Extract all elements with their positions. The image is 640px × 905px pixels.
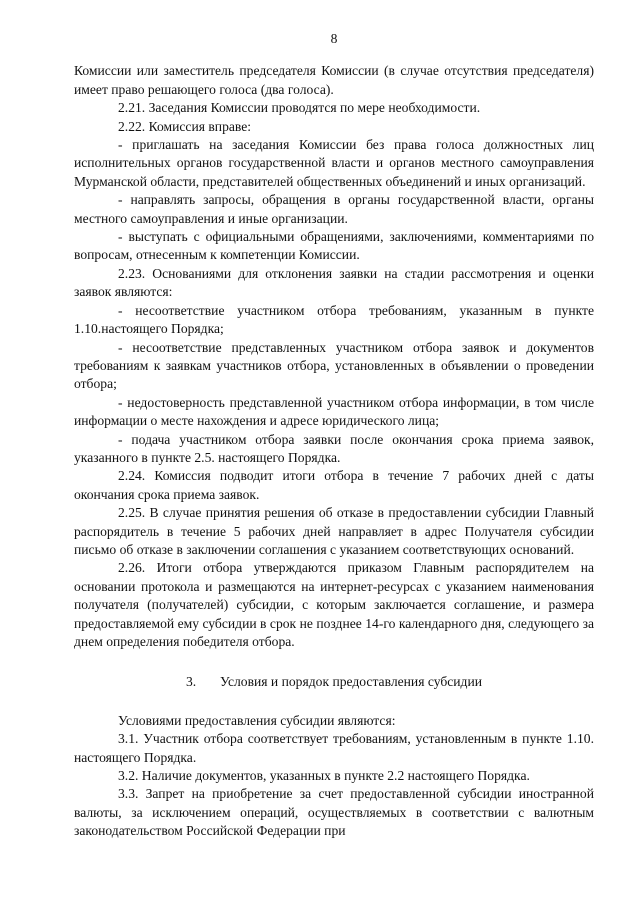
paragraph: 3.3. Запрет на приобретение за счет предоставленной субсидии иностранной валюты, за исключением операций, осуществляемых в соответствии с валютным законодательством Российской Федерации при (74, 786, 594, 839)
section-title: Условия и порядок предоставления субсидии (219, 674, 483, 690)
paragraph: 2.22. Комиссия вправе: (118, 118, 252, 134)
paragraph: 2.23. Основаниями для отклонения заявки на стадии рассмотрения и оценки заявок являются: (74, 265, 594, 300)
paragraph: - несоответствие представленных участником отбора заявок и документов требованиям к заявкам участников отбора, установленных в объявлении о проведении отбора; (74, 339, 594, 392)
paragraph: Комиссии или заместитель председателя Комиссии (в случае отсутствия председателя) имеет право решающего голоса (два голоса). (74, 63, 594, 97)
section-2-body (74, 62, 594, 651)
page-number: 8 (330, 31, 338, 46)
paragraph: - несоответствие участником отбора требованиям, указанным в пункте 1.10.настоящего Порядка; (74, 302, 594, 337)
paragraph: - выступать с официальными обращениями, заключениями, комментариями по вопросам, отнесенным к компетенции Комиссии. (74, 229, 594, 263)
paragraph: 3.2. Наличие документов, указанных в пункте 2.2 настоящего Порядка. (118, 768, 530, 784)
paragraph: 2.21. Заседания Комиссии проводятся по мере необходимости. (118, 100, 481, 116)
paragraph: - приглашать на заседания Комиссии без права голоса должностных лиц исполнительных органов государственной власти и органов местного самоуправления Мурманской области, представителей общественных объединений и иных организаций. (74, 137, 594, 189)
paragraph: Условиями предоставления субсидии являются: (118, 712, 396, 728)
paragraph: 3.1. Участник отбора соответствует требованиям, установленным в пункте 1.10. настоящего Порядка. (74, 731, 594, 765)
section-number: 3. (185, 674, 197, 690)
document-page (74, 30, 594, 841)
paragraph: 2.26. Итоги отбора утверждаются приказом Главным распорядителем на основании протокола и размещаются на интернет-ресурсах с указанием наименования получателя (получателей) субсидии, с которым заключается соглашение, и размера предоставляемой ему субсидии в срок не позднее 14-го календарного дня, следующего за днем определения победителя отбора. (74, 560, 594, 649)
section-3-body (74, 712, 594, 841)
paragraph: 2.25. В случае принятия решения об отказе в предоставлении субсидии Главный распорядитель в течение 5 рабочих дней направляет в адрес Получателя субсидии письмо об отказе в заключении соглашения с указанием соответствующих оснований. (74, 505, 594, 557)
paragraph: - направлять запросы, обращения в органы государственной власти, органы местного самоуправления и иные организации. (74, 192, 594, 226)
paragraph: - подача участником отбора заявки после окончания срока приема заявок, указанного в пункте 2.5. настоящего Порядка. (74, 431, 594, 465)
section-3-heading (74, 673, 594, 691)
paragraph: 2.24. Комиссия подводит итоги отбора в течение 7 рабочих дней с даты окончания срока приема заявок. (74, 468, 594, 502)
paragraph: - недостоверность представленной участником отбора информации, в том числе информации о месте нахождения и адресе юридического лица; (74, 394, 594, 429)
